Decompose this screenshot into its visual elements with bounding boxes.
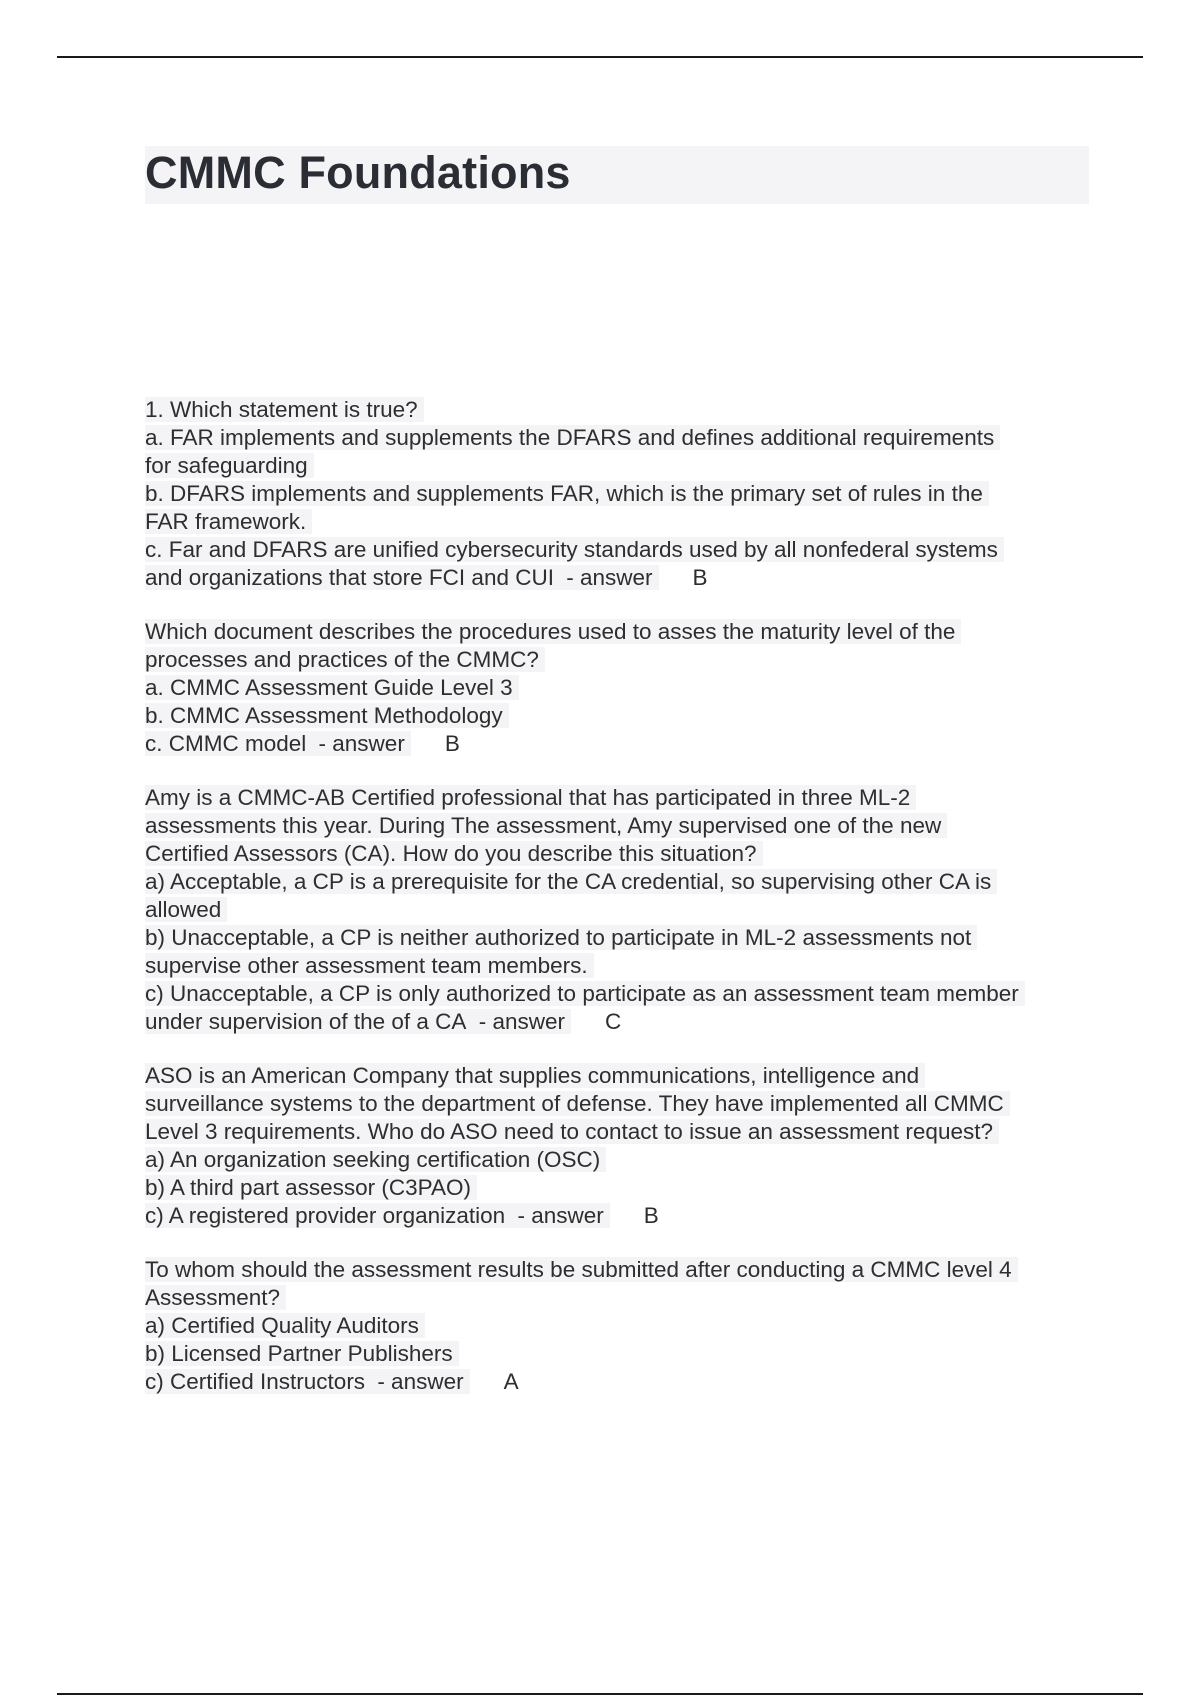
question-line	[145, 730, 1095, 758]
answer-letter: B	[692, 565, 708, 590]
question-line	[145, 1368, 1095, 1396]
answer-label: - answer	[472, 1009, 571, 1034]
question-text	[145, 396, 1095, 424]
line-text: ASO is an American Company that supplies communications, intelligence and	[145, 1063, 925, 1088]
question-line	[145, 1174, 1095, 1202]
question-line	[145, 424, 1095, 452]
question-text	[145, 1062, 1095, 1090]
line-text: a) Certified Quality Auditors	[145, 1313, 425, 1338]
question-line	[145, 508, 1095, 536]
question-line	[145, 924, 1095, 952]
question-line	[145, 1090, 1095, 1118]
line-text: Level 3 requirements. Who do ASO need to contact to issue an assessment request?	[145, 1119, 999, 1144]
question-list	[145, 396, 1095, 1422]
line-text: c. Far and DFARS are unified cybersecurity standards used by all nonfederal systems	[145, 537, 1004, 562]
question-line	[145, 1008, 1095, 1036]
answer-label: - answer	[312, 731, 411, 756]
line-text: c. CMMC model	[145, 731, 312, 756]
question-line	[145, 452, 1095, 480]
question-block	[145, 396, 1095, 592]
answer-letter: B	[444, 731, 460, 756]
top-rule	[57, 56, 1143, 58]
line-text: b) Unacceptable, a CP is neither authorized to participate in ML-2 assessments not	[145, 925, 977, 950]
page-title: CMMC Foundations	[145, 147, 571, 198]
question-line	[145, 536, 1095, 564]
question-block	[145, 618, 1095, 758]
line-text: c) A registered provider organization	[145, 1203, 511, 1228]
question-line	[145, 674, 1095, 702]
line-text: Certified Assessors (CA). How do you describe this situation?	[145, 841, 763, 866]
question-line	[145, 1202, 1095, 1230]
line-text: c) Unacceptable, a CP is only authorized to participate as an assessment team member	[145, 981, 1025, 1006]
line-text: Amy is a CMMC-AB Certified professional that has participated in three ML-2	[145, 785, 916, 810]
answer-label: - answer	[371, 1369, 470, 1394]
question-text	[145, 784, 1095, 812]
line-text: To whom should the assessment results be submitted after conducting a CMMC level 4	[145, 1257, 1018, 1282]
question-line	[145, 702, 1095, 730]
line-text: Which document describes the procedures used to asses the maturity level of the	[145, 619, 961, 644]
question-line	[145, 840, 1095, 868]
question-line	[145, 1340, 1095, 1368]
line-text: a. CMMC Assessment Guide Level 3	[145, 675, 519, 700]
question-line	[145, 1118, 1095, 1146]
line-text: a) An organization seeking certification (OSC)	[145, 1147, 606, 1172]
line-text: supervise other assessment team members.	[145, 953, 594, 978]
answer-letter: B	[643, 1203, 659, 1228]
question-text	[145, 618, 1095, 646]
question-block	[145, 1256, 1095, 1396]
line-text: b. CMMC Assessment Methodology	[145, 703, 509, 728]
answer-label: - answer	[511, 1203, 610, 1228]
question-block	[145, 1062, 1095, 1230]
question-block	[145, 784, 1095, 1036]
answer-label: - answer	[560, 565, 659, 590]
question-line	[145, 1312, 1095, 1340]
line-text: FAR framework.	[145, 509, 312, 534]
question-line	[145, 1146, 1095, 1174]
line-text: and organizations that store FCI and CUI	[145, 565, 560, 590]
question-line	[145, 812, 1095, 840]
question-line	[145, 646, 1095, 674]
question-line	[145, 952, 1095, 980]
line-text: surveillance systems to the department of defense. They have implemented all CMMC	[145, 1091, 1010, 1116]
line-text: b) A third part assessor (C3PAO)	[145, 1175, 477, 1200]
line-text: processes and practices of the CMMC?	[145, 647, 545, 672]
line-text: 1. Which statement is true?	[145, 397, 424, 422]
line-text: c) Certified Instructors	[145, 1369, 371, 1394]
question-line	[145, 564, 1095, 592]
line-text: allowed	[145, 897, 227, 922]
line-text: a. FAR implements and supplements the DFARS and defines additional requirements	[145, 425, 1000, 450]
line-text: b) Licensed Partner Publishers	[145, 1341, 459, 1366]
answer-letter: A	[503, 1369, 519, 1394]
line-text: Assessment?	[145, 1285, 286, 1310]
answer-letter: C	[604, 1009, 622, 1034]
line-text: for safeguarding	[145, 453, 314, 478]
question-line	[145, 480, 1095, 508]
line-text: assessments this year. During The assessment, Amy supervised one of the new	[145, 813, 947, 838]
line-text: b. DFARS implements and supplements FAR, which is the primary set of rules in the	[145, 481, 989, 506]
question-line	[145, 868, 1095, 896]
bottom-rule	[57, 1693, 1143, 1695]
line-text: under supervision of the of a CA	[145, 1009, 472, 1034]
question-line	[145, 896, 1095, 924]
question-line	[145, 980, 1095, 1008]
question-line	[145, 1284, 1095, 1312]
question-text	[145, 1256, 1095, 1284]
line-text: a) Acceptable, a CP is a prerequisite for the CA credential, so supervising other CA is	[145, 869, 997, 894]
